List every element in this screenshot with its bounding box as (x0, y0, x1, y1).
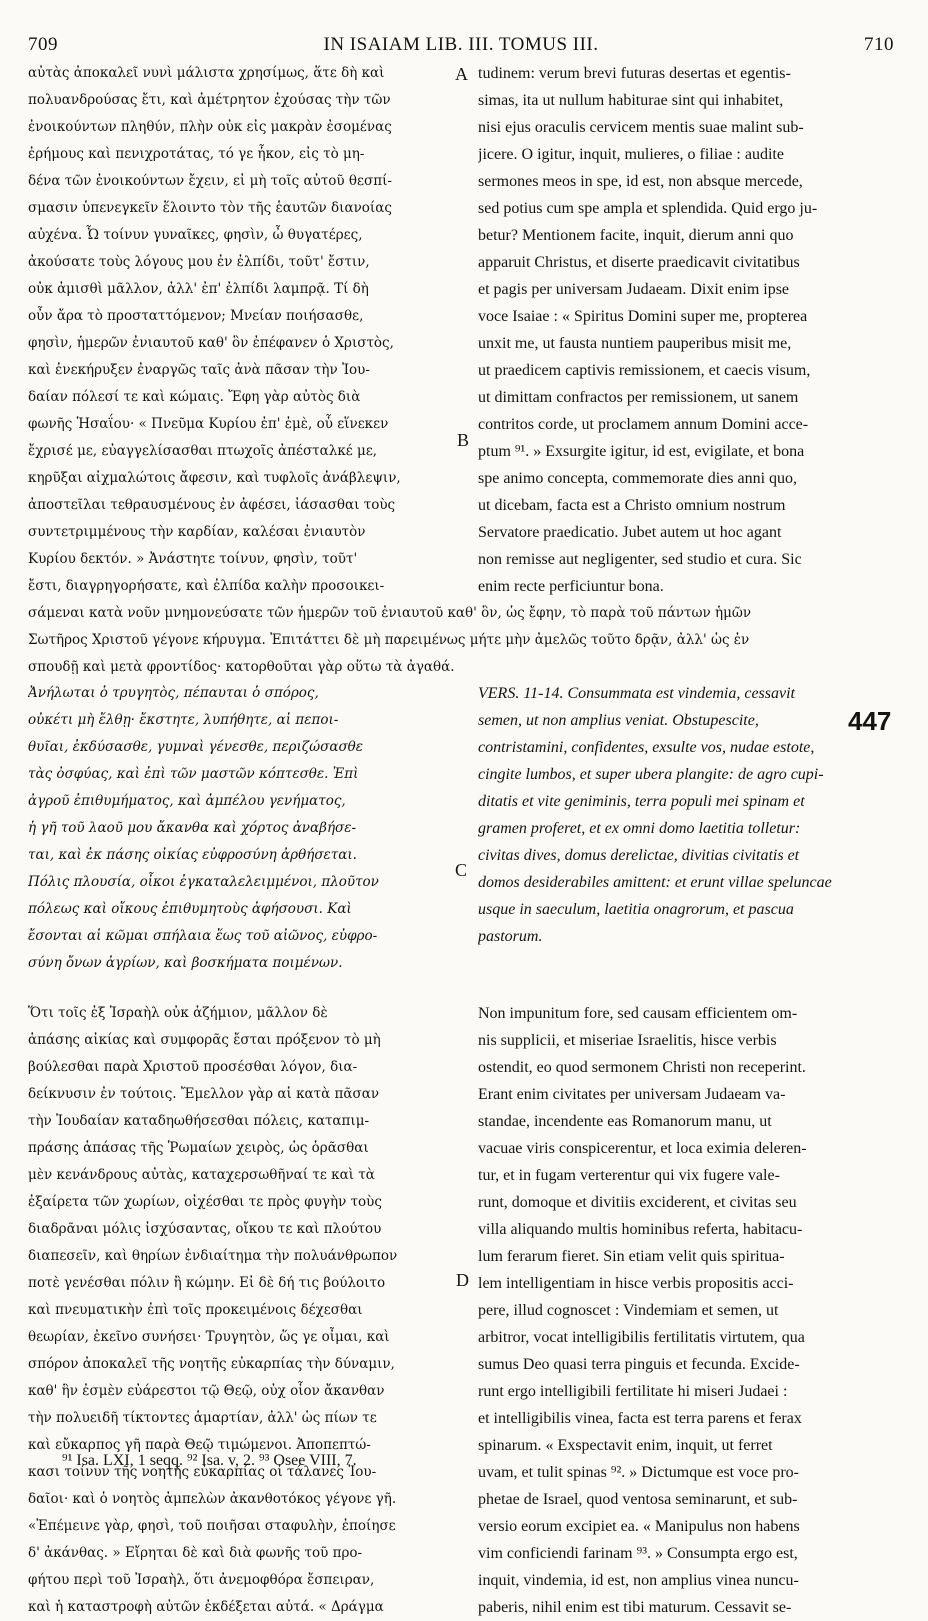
greek-text-line: δείκνυσιν ἐν τούτοις. Ἔμελλον γὰρ αἱ κατὰ πᾶσαν (28, 1086, 380, 1102)
latin-text-line: versio eorum excipiet ea. « Manipulus non habens (478, 1518, 800, 1535)
greek-full-line: Σωτῆρος Χριστοῦ γέγονε κήρυγμα. Ἐπιτάττει δὲ μὴ παρειμένως μήτε μὴν ἀμελῶς τοῦτο δρᾷν, ἀλλ' ὡς ἐν (28, 632, 750, 648)
latin-verse-line: ditatis et vite geniminis, terra populi mei spinam et (478, 793, 805, 810)
greek-text-line: Ὅτι τοῖς ἐξ Ἰσραὴλ οὐκ ἀζήμιον, μᾶλλον δὲ (28, 1005, 328, 1021)
greek-verse-line: σύνη ὄνων ἀγρίων, καὶ βοσκήματα ποιμένων. (28, 955, 343, 971)
greek-text-line: τὴν πολυειδῆ τίκτοντες ἁμαρτίαν, ἀλλ' ὡς πίων τε (28, 1410, 377, 1426)
latin-text-line: ut praedicem captivis remissionem, et caecis visum, (478, 362, 811, 379)
greek-text-line: ἁπάσης αἰκίας καὶ συμφορᾶς ἔσται πρόξενον τὸ μὴ (28, 1032, 381, 1048)
greek-text-line: ἔστι, διαγρηγορήσατε, καὶ ἐλπίδα καλὴν προσοικει- (28, 578, 385, 594)
greek-text-line: βούλεσθαι παρὰ Χριστοῦ προσέσθαι λόγον, δια- (28, 1059, 358, 1075)
greek-text-line: ποτὲ γενέσθαι πόλιν ἢ κώμην. Εἰ δὲ δή τις βούλοιτο (28, 1275, 386, 1291)
greek-text-line: διαπεσεῖν, καὶ θηρίων ἐνδιαίτημα τὴν πολυάνθρωπον (28, 1248, 398, 1264)
greek-verse-line: Πόλις πλουσία, οἶκοι ἐγκαταλελειμμένοι, πλοῦτον (28, 874, 379, 890)
latin-text-line: arbitror, vocat intelligibilis fertilitatis virtutem, qua (478, 1329, 805, 1346)
margin-marker-c: C (455, 860, 468, 880)
latin-text-line: apparuit Christus, et diserte praedicavit civitatibus (478, 254, 800, 271)
latin-text-line: ut dicebam, facta est a Christo omnium nostrum (478, 497, 786, 514)
latin-text-line: spe animo concepta, commemorate dies anni quo, (478, 470, 798, 487)
greek-text-line: τὴν Ἰουδαίαν καταδηωθήσεσθαι πόλεις, καταπιμ- (28, 1113, 370, 1129)
latin-text-line: sermones meos in spe, id est, non absque mercede, (478, 173, 803, 190)
greek-text-line: αὐτὰς ἀποκαλεῖ νυνὶ μάλιστα χρησίμως, ἅτε δὴ καὶ (28, 65, 385, 81)
running-title: IN ISAIAM LIB. III. TOMUS III. (323, 34, 599, 55)
latin-verse-line: VERS. 11-14. Consummata est vindemia, cessavit (478, 685, 795, 702)
greek-text-line: ἀποστεῖλαι τεθραυσμένους ἐν ἀφέσει, ἰάσασθαι τοὺς (28, 497, 396, 513)
page-number-right: 710 (864, 34, 894, 55)
greek-text-line: καὶ πνευματικὴν ἐπὶ τοῖς προκειμένοις δέχεσθαι (28, 1302, 363, 1318)
greek-text-line: ἐξαίρετα τῶν χωρίων, οἰχέσθαι τε πρὸς φυγὴν τοὺς (28, 1194, 382, 1210)
latin-text-line: jicere. O igitur, inquit, mulieres, o filiae : audite (478, 146, 784, 163)
latin-text-line: vim conficiendi farinam ⁹³. » Consumpta ergo est, (478, 1545, 798, 1562)
greek-text-line: συντετριμμένους τὴν καρδίαν, καλέσαι ἐνιαυτὸν (28, 524, 366, 540)
greek-full-line: σάμεναι κατὰ νοῦν μνημονεύσατε τῶν ἡμερῶν τοῦ ἐνιαυτοῦ καθ' ὃν, ὡς ἔφην, τὸ παρὰ τοῦ πάντων ἡμῶν (28, 605, 752, 621)
latin-text-line: villa aliquando multis hominibus referta, habitacu- (478, 1221, 803, 1238)
greek-full-line: σπουδῇ καὶ μετὰ φροντίδος· κατορθοῦται γὰρ οὕτω τὰ ἀγαθά. (28, 659, 455, 675)
latin-verse-text (478, 680, 898, 950)
greek-text-line: σπόρον ἀποκαλεῖ τῆς νοητῆς εὐκαρπίας τὴν δύναμιν, (28, 1356, 395, 1372)
latin-text-line: ptum ⁹¹. » Exsurgite igitur, id est, evigilate, et bona (478, 443, 805, 460)
latin-verse-line: cingite lumbos, et super ubera plangite: de agro cupi- (478, 766, 824, 783)
latin-text-line: contritos corde, ut proclamem annum Domini acce- (478, 416, 809, 433)
latin-verse-line: usque in saeculum, laetitia onagrorum, et pascua (478, 901, 794, 918)
greek-text-line: φησὶν, ἡμερῶν ἐνιαυτοῦ καθ' ὃν ἐπέφανεν ὁ Χριστὸς, (28, 335, 394, 351)
latin-text-line: ut dimittam confractos per remissionem, ut sanem (478, 389, 799, 406)
greek-text-line: κηρῦξαι αἰχμαλώτοις ἄφεσιν, καὶ τυφλοῖς ἀνάβλεψιν, (28, 470, 401, 486)
greek-full-width-lines (28, 600, 898, 681)
greek-verse-line: ται, καὶ ἐκ πάσης οἰκίας εὐφροσύνη ἀρθήσεται. (28, 847, 357, 863)
greek-text-line: ἐρήμους καὶ πενιχροτάτας, τό γε ἧκον, εἰς τὸ μη- (28, 146, 365, 162)
latin-text-line: lem intelligentiam in hisce verbis propositis acci- (478, 1275, 794, 1292)
latin-verse-line: civitas dives, domus derelictae, divitias civitatis et (478, 847, 800, 864)
latin-text-line: simas, ita ut nullum habiturae sint qui inhabitet, (478, 92, 784, 109)
margin-marker-b: B (457, 430, 470, 450)
greek-text-line: πολυανδρούσας ἔτι, καὶ ἀμέτρητον ἐχούσας τὴν τῶν (28, 92, 391, 108)
latin-text-line: pere, illud cognoscet : Vindemiam et semen, ut (478, 1302, 779, 1319)
greek-text-line: φήτου περὶ τοῦ Ἰσραὴλ, ὅτι ἀνεμοφθόρα ἔσπειραν, (28, 1572, 375, 1588)
latin-text-line: nisi ejus oraculis cervicem mentis suae malint sub- (478, 119, 804, 136)
latin-text-line: tudinem: verum brevi futuras desertas et egentis- (478, 65, 791, 82)
latin-column-bottom (478, 1000, 898, 1621)
latin-verse-line: domos desiderabiles amittent: et erunt villae speluncae (478, 874, 832, 891)
latin-text-line: spinarum. « Exspectavit enim, inquit, ut ferret (478, 1437, 773, 1454)
latin-verse-line: semen, ut non amplius veniat. Obstupescite, (478, 712, 759, 729)
margin-marker-a: A (455, 64, 468, 84)
greek-verse-text (28, 680, 448, 977)
page-number-left: 709 (28, 34, 58, 55)
greek-text-line: καὶ ἡ καταστροφὴ αὐτῶν ἐκδέξεται αὐτά. « Δράγμα (28, 1599, 384, 1615)
latin-column-top (478, 60, 898, 600)
latin-text-line: tur, et in fugam verterentur qui vix fugere vale- (478, 1167, 780, 1184)
greek-text-line: θεωρίαν, ἐκεῖνο συνήσει· Τρυγητὸν, ὥς γε οἶμαι, καὶ (28, 1329, 390, 1345)
latin-verse-line: gramen proferet, et ex omni domo laetitia tolletur: (478, 820, 801, 837)
greek-text-line: ἔχρισέ με, εὐαγγελίσασθαι πτωχοῖς ἀπέσταλκέ με, (28, 443, 378, 459)
greek-text-line: δαῖοι· καὶ ὁ νοητὸς ἀμπελὼν ἀκανθοτόκος γέγονε γῆ. (28, 1491, 397, 1507)
margin-column-number: 447 (848, 706, 892, 736)
greek-text-line: δένα τῶν ἐνοικούντων ἔχειν, εἰ μὴ τοῖς αὐτοῦ θεσπί- (28, 173, 392, 189)
latin-text-line: runt ergo intelligibili fertilitate hi miseri Judaei : (478, 1383, 788, 1400)
latin-verse-line: pastorum. (478, 928, 543, 945)
latin-text-line: lum ferarum fieret. Sin etiam velit quis spiritua- (478, 1248, 785, 1265)
greek-verse-line: πόλεως καὶ οἴκους ἐπιθυμητοὺς ἀφήσουσι. Καὶ (28, 901, 352, 917)
greek-verse-line: ἀγροῦ ἐπιθυμήματος, καὶ ἀμπέλου γενήματος, (28, 793, 346, 809)
greek-text-line: σμασιν ὑπενεγκεῖν ἕλοιντο τὸν τῆς ἑαυτῶν διανοίας (28, 200, 392, 216)
greek-text-line: δ' ἀκάνθας. » Εἴρηται δὲ καὶ διὰ φωνῆς τοῦ προ- (28, 1545, 363, 1561)
greek-text-line: ἐνοικούντων πληθύν, πλὴν οὐκ εἰς μακρὰν ἐσομένας (28, 119, 392, 135)
greek-text-line: ἀκούσατε τοὺς λόγους μου ἐν ἐλπίδι, τοῦτ' ἔστιν, (28, 254, 370, 270)
latin-text-line: et intelligibilis vinea, facta est terra parens et ferax (478, 1410, 802, 1427)
latin-text-line: Servatore praedicatio. Jubet autem ut hoc agant (478, 524, 782, 541)
latin-text-line: sed potius cum spe ampla et splendida. Quid ergo ju- (478, 200, 818, 217)
latin-text-line: ostendit, eo quod sermonem Christi non receperint. (478, 1059, 806, 1076)
latin-text-line: enim recte perficiuntur bona. (478, 578, 664, 595)
greek-text-line: «Ἐπέμεινε γὰρ, φησὶ, τοῦ ποιῆσαι σταφυλὴν, ἐποίησε (28, 1518, 396, 1534)
greek-text-line: διαδρᾶναι μόλις ἰσχύσαντας, οἴκου τε καὶ πλούτου (28, 1221, 382, 1237)
footnotes: ⁹¹ Isa. LXI, 1 seqq. ⁹² Isa. v, 2. ⁹³ Osee VIII, 7. (62, 1452, 357, 1469)
greek-text-line: πράσης ἁπάσας τῆς Ῥωμαίων χειρὸς, ὡς ὁρᾶσθαι (28, 1140, 369, 1156)
greek-text-line: μὲν κενάνδρους αὐτὰς, καταχερσωθῆναί τε καὶ τὰ (28, 1167, 375, 1183)
latin-text-line: runt, domoque et divitiis exciderent, et civitas seu (478, 1194, 797, 1211)
latin-text-line: voce Isaiae : « Spiritus Domini super me, propterea (478, 308, 808, 325)
latin-text-line: et pagis per universam Judaeam. Dixit enim ipse (478, 281, 790, 298)
greek-text-line: καὶ ἐνεκήρυξεν ἐναργῶς ταῖς ἀνὰ πᾶσαν τὴν Ἰου- (28, 362, 370, 378)
greek-verse-line: οὐκέτι μὴ ἔλθῃ· ἔκστητε, λυπήθητε, αἱ πεποι- (28, 712, 339, 728)
latin-text-line: unxit me, ut fausta nuntiem pauperibus misit me, (478, 335, 792, 352)
latin-text-line: phetae de Israel, quod ventosa seminarunt, et sub- (478, 1491, 798, 1508)
greek-text-line: οὖν ἄρα τὸ προσταττόμενον; Μνείαν ποιήσασθε, (28, 308, 364, 324)
latin-text-line: paberis, nihil enim est tibi maturum. Cessavit se- (478, 1599, 792, 1616)
greek-text-line: Κυρίου δεκτόν. » Ἀνάστητε τοίνυν, φησὶν, τοῦτ' (28, 551, 358, 567)
greek-text-line: οὐκ ἀμισθὶ μᾶλλον, ἀλλ' ἐπ' ἐλπίδι λαμπρᾷ. Τί δὴ (28, 281, 369, 297)
greek-text-line: αὐχένα. Ὦ τοίνυν γυναῖκες, φησὶν, ὦ θυγατέρες, (28, 227, 363, 243)
latin-text-line: uvam, et tulit spinas ⁹². » Dictumque est voce pro- (478, 1464, 799, 1481)
page-header (28, 34, 894, 60)
greek-verse-line: ἔσονται αἱ κῶμαι σπήλαια ἕως τοῦ αἰῶνος, εὐφρο- (28, 928, 378, 944)
latin-text-line: inquit, vindemia, id est, non amplius vinea nuncu- (478, 1572, 799, 1589)
latin-text-line: non remisse aut negligenter, sed studio et cura. Sic (478, 551, 802, 568)
latin-text-line: Non impunitum fore, sed causam efficientem om- (478, 1005, 798, 1022)
greek-verse-line: τὰς ὀσφύας, καὶ ἐπὶ τῶν μαστῶν κόπτεσθε. Ἐπὶ (28, 766, 359, 782)
greek-text-line: κασι τοίνυν τῆς νοητῆς εὐκαρπίας οἱ τάλανες Ἰου- (28, 1464, 377, 1480)
latin-text-line: betur? Mentionem facite, inquit, dierum anni quo (478, 227, 794, 244)
greek-column-bottom (28, 1000, 448, 1621)
greek-text-line: καὶ εὔκαρπος γῆ παρὰ Θεῷ τιμώμενοι. Ἀποπεπτώ- (28, 1437, 371, 1453)
greek-text-line: δαίαν πόλεσί τε καὶ κώμαις. Ἔφη γὰρ αὐτὸς διὰ (28, 389, 361, 405)
greek-verse-line: θυῖαι, ἐκδύσασθε, γυμναὶ γένεσθε, περιζώσασθε (28, 739, 364, 755)
greek-text-line: καθ' ἣν ἐσμὲν εὐάρεστοι τῷ Θεῷ, οὐχ οἷον ἄκανθαν (28, 1383, 385, 1399)
latin-verse-line: contristamini, confidentes, exsulte vos, nudae estote, (478, 739, 815, 756)
latin-text-line: Erant enim civitates per universam Judaeam va- (478, 1086, 786, 1103)
greek-column-top (28, 60, 448, 600)
latin-text-line: standae, incendente eas Romanorum manu, ut (478, 1113, 772, 1130)
greek-verse-line: ἡ γῆ τοῦ λαοῦ μου ἄκανθα καὶ χόρτος ἀναβήσε- (28, 820, 357, 836)
greek-text-line: φωνῆς Ἡσαΐου· « Πνεῦμα Κυρίου ἐπ' ἐμὲ, οὗ εἵνεκεν (28, 416, 389, 432)
latin-text-line: nis supplicii, et miseriae Israelitis, hisce verbis (478, 1032, 777, 1049)
latin-text-line: sumus Deo quasi terra pinguis et fecunda. Excide- (478, 1356, 800, 1373)
latin-text-line: vacuae viris conspicerentur, et loca eximia deleren- (478, 1140, 807, 1157)
greek-verse-line: Ἀνήλωται ὁ τρυγητὸς, πέπαυται ὁ σπόρος, (28, 685, 319, 701)
margin-marker-d: D (456, 1270, 469, 1290)
